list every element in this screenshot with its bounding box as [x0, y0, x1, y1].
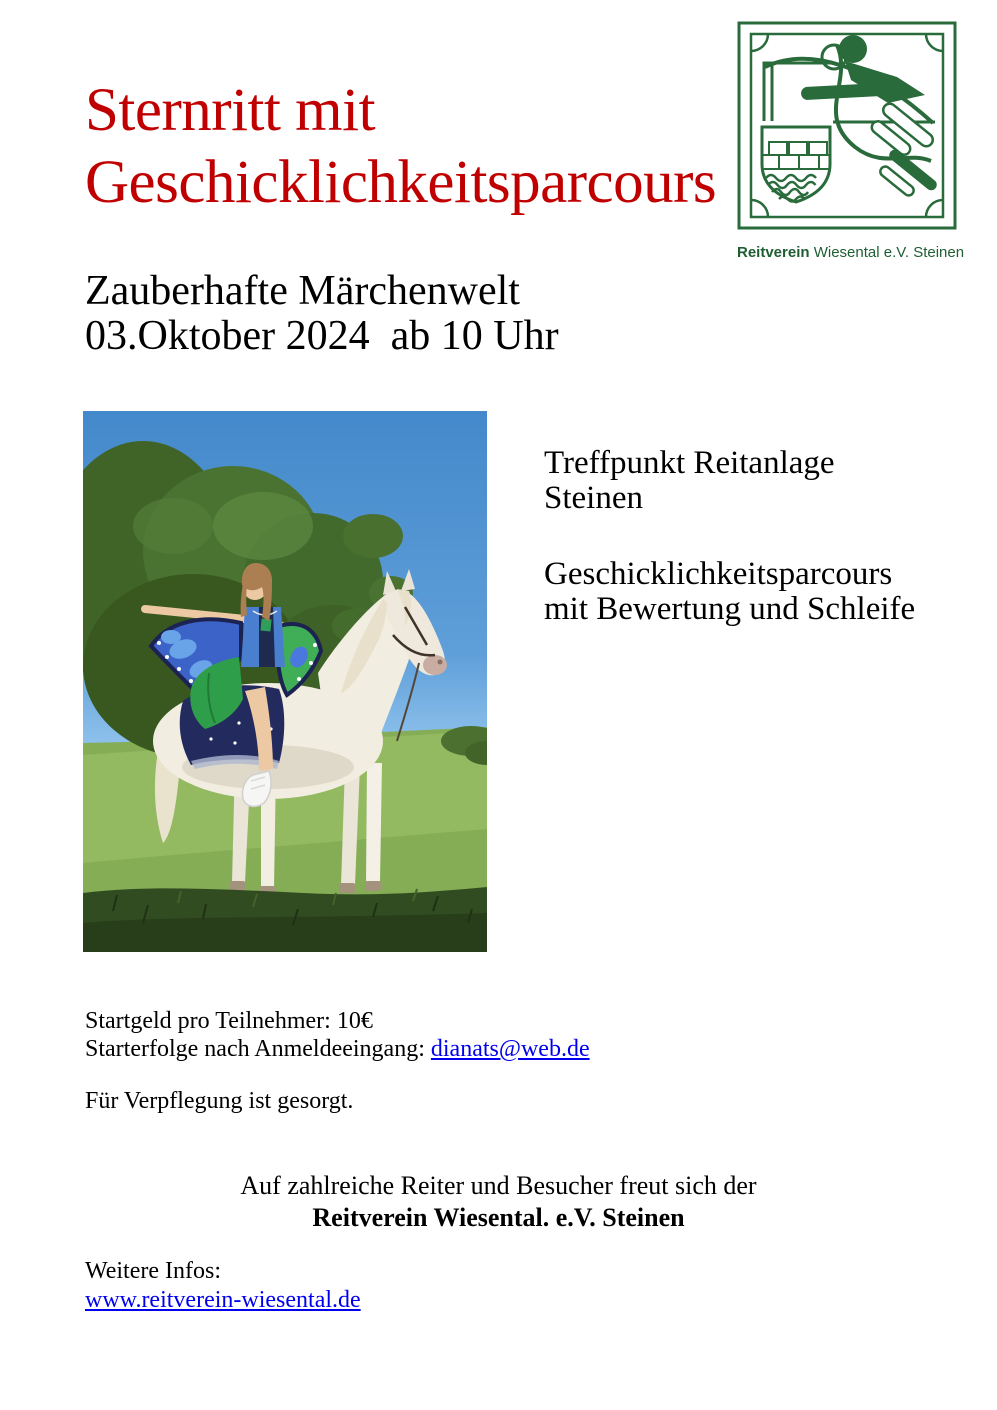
parcours-info	[544, 557, 964, 627]
event-details	[544, 446, 964, 627]
title-line-1: Sternritt mit	[85, 77, 376, 144]
page-title	[85, 75, 785, 219]
closing-text	[85, 1170, 912, 1234]
closing-line-1: Auf zahlreiche Reiter und Besucher freut sich der	[240, 1171, 757, 1200]
subtitle-theme: Zauberhafte Märchenwelt	[85, 268, 520, 314]
subtitle-date: 03.Oktober 2024 ab 10 Uhr	[85, 313, 559, 359]
meeting-point	[544, 446, 964, 516]
closing-club-name: Reitverein Wiesental. e.V. Steinen	[312, 1203, 685, 1232]
fee-info	[85, 1007, 785, 1063]
registration-line	[85, 1035, 785, 1063]
fee-line: Startgeld pro Teilnehmer: 10€	[85, 1008, 373, 1034]
club-logo	[737, 21, 965, 261]
parcours-line-1: Geschicklichkeitsparcours	[544, 556, 893, 592]
title-line-2: Geschicklichkeitsparcours	[85, 149, 717, 216]
club-logo-emblem-icon	[737, 21, 957, 231]
email-link[interactable]: dianats@web.de	[430, 1036, 590, 1062]
footer-info	[85, 1257, 585, 1315]
club-name-bold: Reitverein	[737, 244, 810, 261]
club-logo-caption	[737, 244, 965, 261]
meeting-line-2: Steinen	[544, 480, 643, 516]
event-photo	[83, 411, 487, 952]
event-subtitle	[85, 269, 785, 359]
registration-prefix: Starterfolge nach Anmeldeeingang:	[85, 1036, 431, 1062]
event-photo-illustration	[83, 411, 487, 952]
catering-note: Für Verpflegung ist gesorgt.	[85, 1088, 354, 1114]
meeting-line-1: Treffpunkt Reitanlage	[544, 445, 835, 481]
website-link[interactable]: www.reitverein-wiesental.de	[85, 1287, 361, 1313]
parcours-line-2: mit Bewertung und Schleife	[544, 591, 916, 627]
footer-label: Weitere Infos:	[85, 1258, 222, 1284]
club-name-rest: Wiesental e.V. Steinen	[809, 244, 965, 261]
